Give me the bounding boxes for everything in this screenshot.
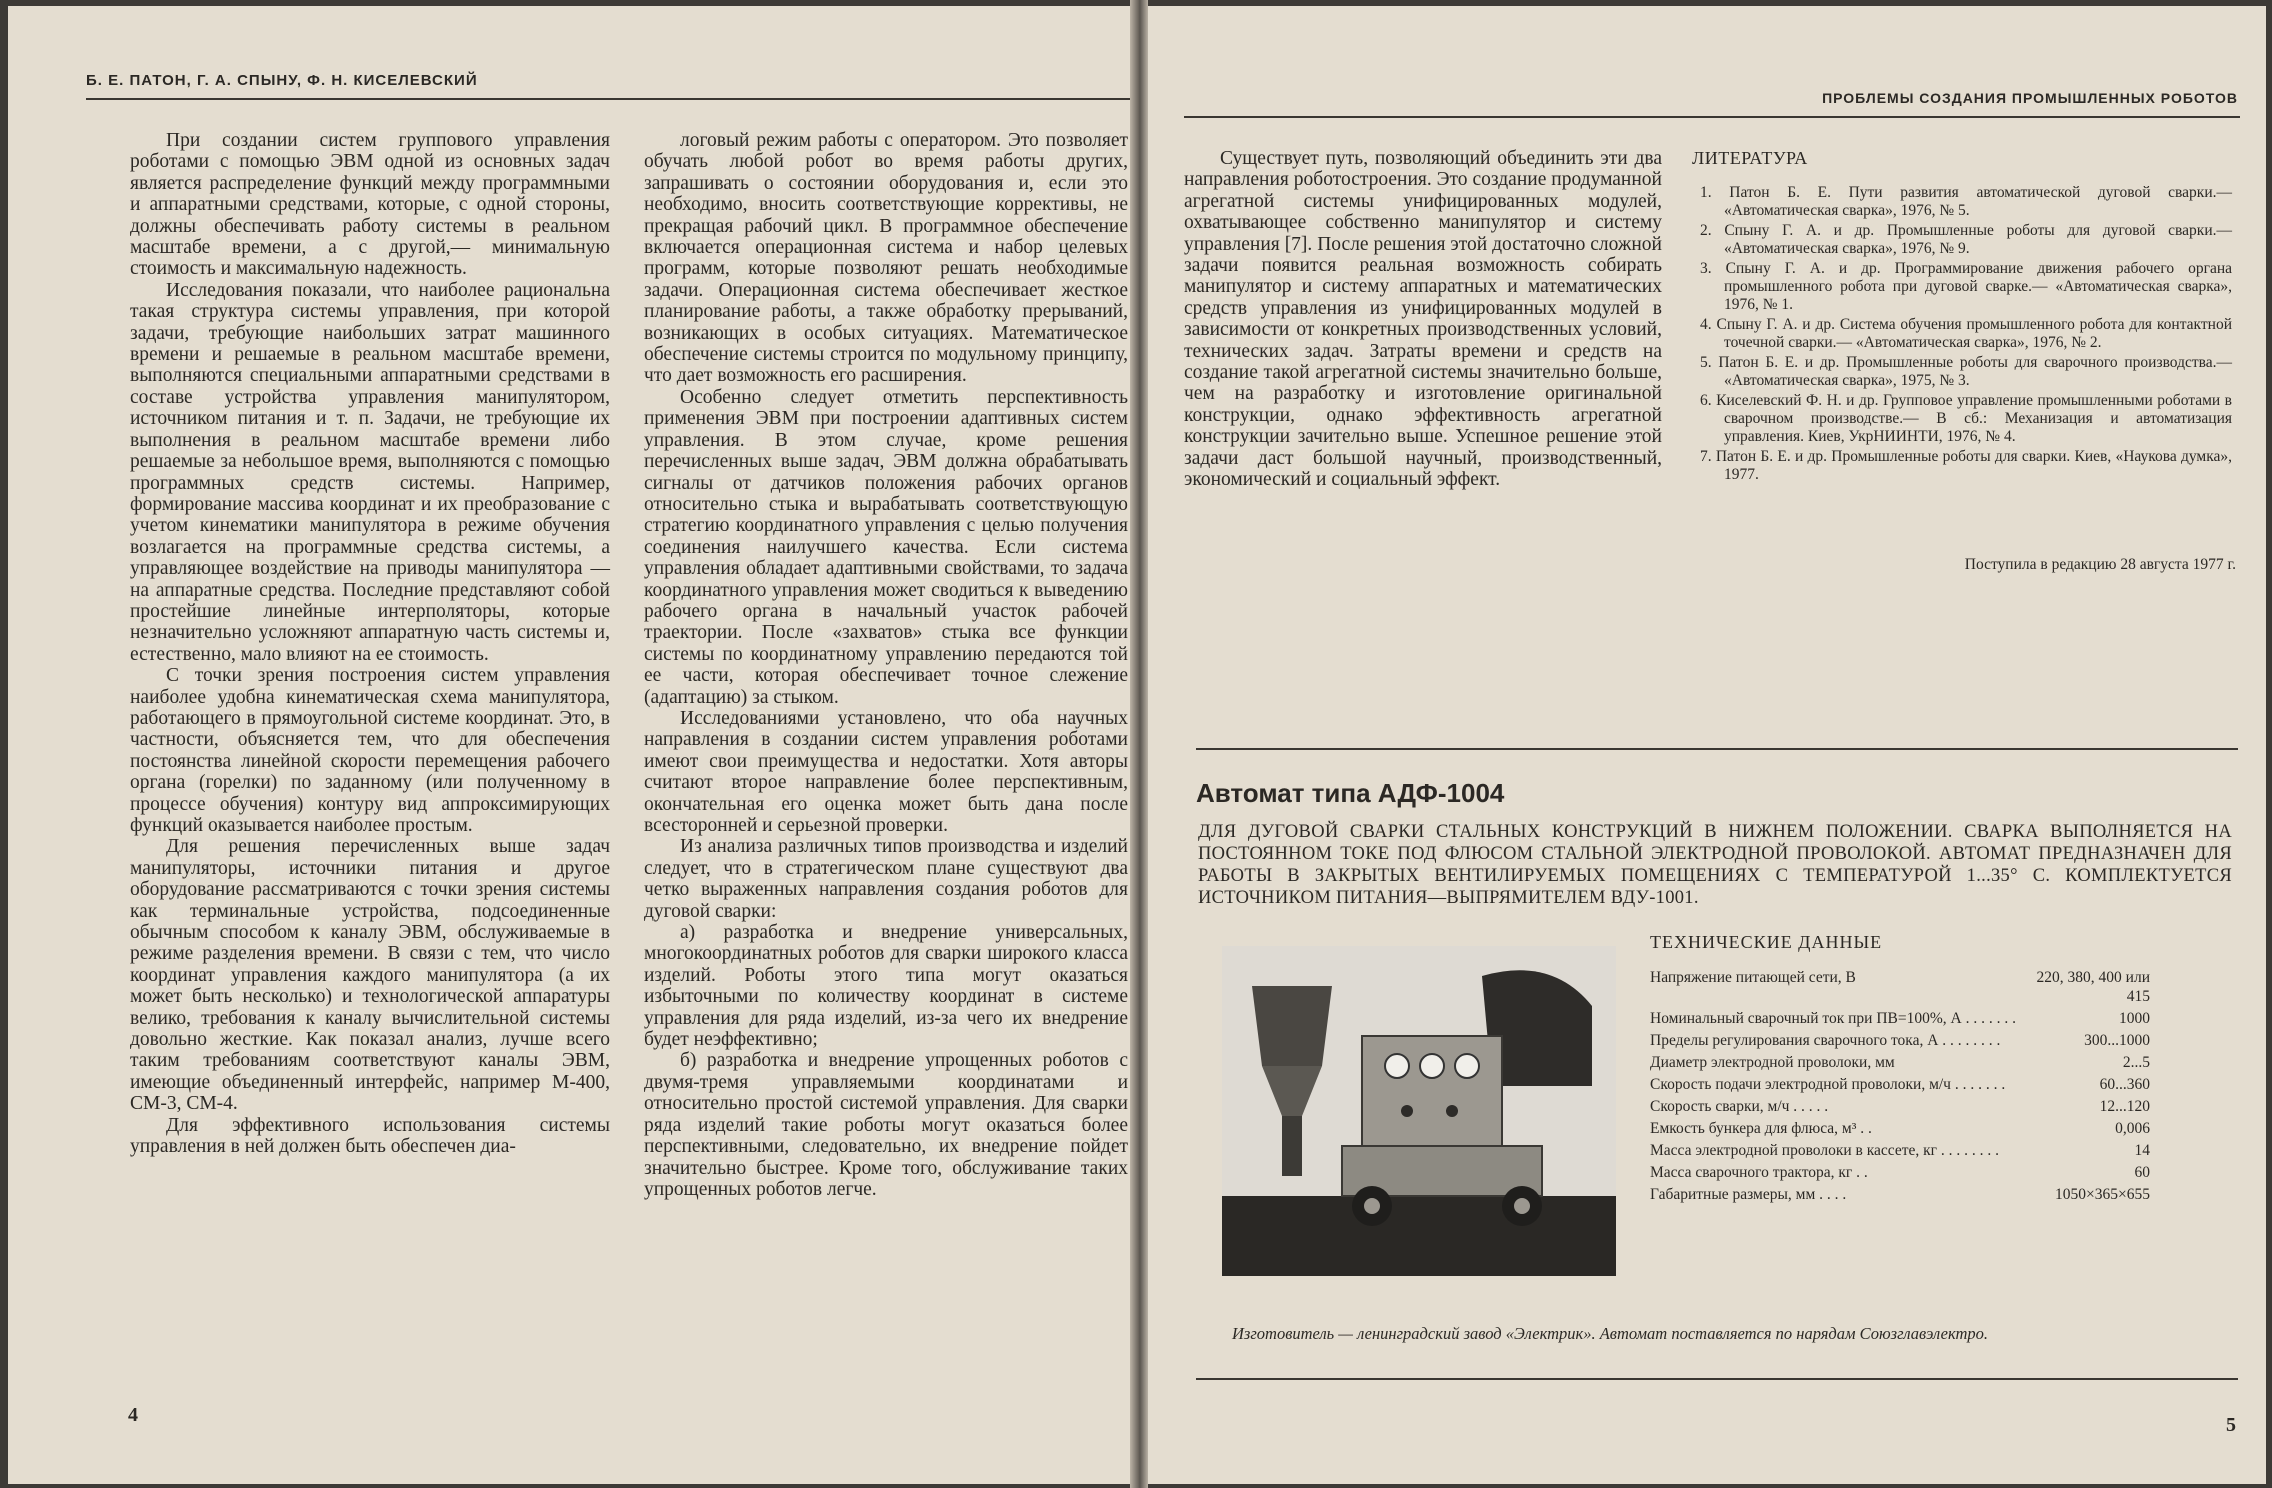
- references-title: ЛИТЕРАТУРА: [1692, 148, 1808, 168]
- product-bottom-rule: [1196, 1378, 2238, 1380]
- references-list: [1700, 184, 2232, 486]
- spec-value: 300...1000: [2084, 1032, 2150, 1049]
- reference-item: 4. Спыну Г. А. и др. Система обучения промышленного робота для контактной точечной сварки.— «Автоматическая сварка», 1976, № 2.: [1700, 316, 2232, 351]
- spec-label: Номинальный сварочный ток при ПВ=100%, А . . . . . . .: [1650, 1010, 2016, 1027]
- reference-item: 3. Спыну Г. А. и др. Программирование движения рабочего органа промышленного робота при дуговой сварке.— «Автоматическая сварка», 1976, № 1.: [1700, 260, 2232, 313]
- spec-value: 1000: [2119, 1010, 2150, 1027]
- spec-row: [1650, 968, 2150, 1006]
- received-date: Поступила в редакцию 28 августа 1977 г.: [1964, 556, 2236, 573]
- spec-label: Напряжение питающей сети, В: [1650, 969, 1856, 986]
- spec-row: [1650, 1141, 2150, 1160]
- spec-table: [1650, 968, 2150, 1207]
- right-page-number: 5: [2226, 1414, 2236, 1436]
- spec-value: 14: [2134, 1142, 2150, 1159]
- left-running-head: Б. Е. ПАТОН, Г. А. СПЫНУ, Ф. Н. КИСЕЛЕВСКИЙ: [86, 72, 478, 89]
- left-page: [8, 6, 1130, 1484]
- paragraph: При создании систем группового управления роботами с помощью ЭВМ одной из основных задач является распределение функций между программными и аппаратными средствами, которые, с одной стороны, должны обеспечивать работу системы в реальном масштабе времени, а с другой,— минимальную стоимость и максимальную надежность.: [130, 130, 610, 280]
- right-column-1: [1184, 148, 1662, 491]
- spec-row: [1650, 1097, 2150, 1116]
- paragraph: Из анализа различных типов производства и изделий следует, что в стратегическом плане существуют два четко выраженных направления создания роботов для дуговой сварки:: [644, 836, 1128, 922]
- paragraph: Для решения перечисленных выше задач манипуляторы, источники питания и другое оборудование рассматриваются с точки зрения системы как терминальные устройства, подсоединенные обычным способом к каналу ЭВМ, обслуживаемые в режиме разделения времени. В связи с тем, что число координат управления каждого манипулятора (а их может быть несколько) и технологической аппаратуры велико, требования к каналу вычислительной системы довольно жесткие. Как показал анализ, лучше всего таким требованиям соответствуют каналы ЭВМ, имеющие объединенный интерфейс, например М-400, СМ-3, СМ-4.: [130, 836, 610, 1115]
- spec-label: Скорость подачи электродной проволоки, м/ч . . . . . . .: [1650, 1076, 2006, 1093]
- reference-item: 1. Патон Б. Е. Пути развития автоматической дуговой сварки.— «Автоматическая сварка», 1976, № 5.: [1700, 184, 2232, 219]
- spec-row: [1650, 1185, 2150, 1204]
- product-description: ДЛЯ ДУГОВОЙ СВАРКИ СТАЛЬНЫХ КОНСТРУКЦИЙ В НИЖНЕМ ПОЛОЖЕНИИ. СВАРКА ВЫПОЛНЯЕТСЯ НА ПОСТОЯННОМ ТОКЕ ПОД ФЛЮСОМ СТАЛЬНОЙ ЭЛЕКТРОДНОЙ ПРОВОЛОКОЙ. АВТОМАТ ПРЕДНАЗНАЧЕН ДЛЯ РАБОТЫ В ЗАКРЫТЫХ ВЕНТИЛИРУЕМЫХ ПОМЕЩЕНИЯХ С ТЕМПЕРАТУРОЙ 1...35° С. КОМПЛЕКТУЕТСЯ ИСТОЧНИКОМ ПИТАНИЯ—ВЫПРЯМИТЕЛЕМ ВДУ-1001.: [1198, 822, 2232, 908]
- paragraph: Особенно следует отметить перспективность применения ЭВМ при построении адаптивных систем управления. В этом случае, кроме решения перечисленных выше задач, ЭВМ должна обрабатывать сигналы от датчиков положения рабочих органов относительно стыка и вырабатывать соответствующую стратегию координатного управления с целью получения соединения наилучшего качества. Если система управления обладает адаптивными свойствами, то задача координатного управления может сводиться к выведению рабочего органа в начальный участок рабочей траектории. После «захватов» стыка все функции системы по координатному управлению передаются той ее части, которая обеспечивает точное слежение (адаптацию) за стыком.: [644, 386, 1128, 708]
- paragraph: а) разработка и внедрение универсальных, многокоординатных роботов для сварки широкого класса изделий. Роботы этого типа могут оказаться избыточными по количеству координат в системе управления для ряда изделий, из-за чего их внедрение будет неэффективно;: [644, 922, 1128, 1051]
- spec-value: 60: [2134, 1164, 2150, 1181]
- spec-label: Масса электродной проволоки в кассете, кг . . . . . . . .: [1650, 1142, 2000, 1159]
- paragraph: Исследованиями установлено, что оба научных направления в создании систем управления роботами имеют свои преимущества и недостатки. Хотя авторы считают второе направление более перспективным, окончательная его оценка может быть дана после всесторонней и серьезной проверки.: [644, 707, 1128, 836]
- spec-title: ТЕХНИЧЕСКИЕ ДАННЫЕ: [1650, 932, 1883, 952]
- spec-row: [1650, 1009, 2150, 1028]
- product-top-rule: [1196, 748, 2238, 750]
- left-column-2: [644, 130, 1128, 1200]
- spec-value: 220, 380, 400 или 415: [2036, 969, 2150, 1005]
- welding-automat-photo: [1222, 946, 1616, 1276]
- left-page-number: 4: [128, 1404, 138, 1426]
- spec-label: Диаметр электродной проволоки, мм: [1650, 1054, 1895, 1071]
- reference-item: 6. Киселевский Ф. Н. и др. Групповое управление промышленными роботами в сварочном производстве.— В сб.: Механизация и автоматизация управления. Киев, УкрНИИНТИ, 1976, № 4.: [1700, 392, 2232, 445]
- right-head-rule: [1184, 116, 2240, 118]
- spec-value: 60...360: [2099, 1076, 2150, 1093]
- spec-row: [1650, 1075, 2150, 1094]
- spec-label: Скорость сварки, м/ч . . . . .: [1650, 1098, 1829, 1115]
- spec-label: Габаритные размеры, мм . . . .: [1650, 1186, 1847, 1203]
- spec-label: Пределы регулирования сварочного тока, А . . . . . . . .: [1650, 1032, 2001, 1049]
- reference-item: 7. Патон Б. Е. и др. Промышленные роботы для сварки. Киев, «Наукова думка», 1977.: [1700, 448, 2232, 483]
- spec-label: Емкость бункера для флюса, м³ . .: [1650, 1120, 1872, 1137]
- paragraph: Исследования показали, что наиболее рациональна такая структура системы управления, при которой задачи, требующие наибольших затрат машинного времени и решаемые в реальном масштабе времени, выполняются специальными аппаратными средствами в составе устройства управления манипулятором, источником питания и т. п. Задачи, не требующие их выполнения в реальном масштабе времени либо решаемые за небольшое время, выполняются с помощью программных средств системы. Например, формирование массива координат и их преобразование с учетом кинематики манипулятора в режиме обучения возлагается на программные средства системы, а управляющее воздействие на приводы манипулятора — на аппаратные средства. Последние представляют собой простейшие линейные интерполяторы, которые незначительно усложняют аппаратную часть системы и, естественно, мало влияют на ее стоимость.: [130, 279, 610, 665]
- spec-value: 2...5: [2122, 1054, 2150, 1071]
- paragraph: б) разработка и внедрение упрощенных роботов с двумя-тремя управляемыми координатами и относительно простой системой управления. Для сварки ряда изделий такие роботы могут оказаться более перспективными, следовательно, их внедрение пойдет значительно быстрее. Кроме того, обслуживание таких упрощенных роботов легче.: [644, 1050, 1128, 1200]
- reference-item: 5. Патон Б. Е. и др. Промышленные роботы для сварочного производства.— «Автоматическая сварка», 1975, № 3.: [1700, 354, 2232, 389]
- spec-value: 0,006: [2115, 1120, 2150, 1137]
- right-running-head: ПРОБЛЕМЫ СОЗДАНИЯ ПРОМЫШЛЕННЫХ РОБОТОВ: [1822, 90, 2238, 106]
- left-head-rule: [86, 98, 1130, 100]
- left-column-1: [130, 130, 610, 1158]
- book-gutter: [1130, 0, 1148, 1488]
- spec-row: [1650, 1053, 2150, 1072]
- spec-row: [1650, 1163, 2150, 1182]
- spec-label: Масса сварочного трактора, кг . .: [1650, 1164, 1868, 1181]
- product-title: Автомат типа АДФ-1004: [1196, 778, 1505, 808]
- spec-value: 12...120: [2099, 1098, 2150, 1115]
- spec-value: 1050×365×655: [2055, 1186, 2150, 1203]
- spec-row: [1650, 1031, 2150, 1050]
- spec-row: [1650, 1119, 2150, 1138]
- manufacturer-caption: Изготовитель — ленинградский завод «Электрик». Автомат поставляется по нарядам Союзглавэлектро.: [1232, 1324, 1988, 1343]
- paragraph: логовый режим работы с оператором. Это позволяет обучать любой робот во время работы других, запрашивать о состоянии оборудования и, если это необходимо, вносить соответствующие коррективы, не прекращая рабочий цикл. В программное обеспечение включается операционная система и набор целевых программ, которые позволяют решать необходимые задачи. Операционная система обеспечивает жесткое планирование работы, а также обработку прерываний, возникающих в особых ситуациях. Математическое обеспечение системы строится по модульному принципу, что дает возможность его расширения.: [644, 130, 1128, 387]
- paragraph: Существует путь, позволяющий объединить эти два направления роботостроения. Это создание продуманной агрегатной системы унифицированных модулей, охватывающее собственно манипулятор и систему управления [7]. После решения этой достаточно сложной задачи появится реальная возможность собирать манипулятор и систему аппаратных и математических средств управления из унифицированных модулей в зависимости от конкретных производственных условий, технических задач. Затраты времени и средств на создание такой агрегатной системы значительно больше, чем на разработку и изготовление оригинальной конструкции, однако эффективность агрегатной конструкции зачительно выше. Успешное решение этой задачи даст большой научный, производственный, экономический и социальный эффект.: [1184, 148, 1662, 491]
- reference-item: 2. Спыну Г. А. и др. Промышленные роботы для дуговой сварки.— «Автоматическая сварка», 1976, № 9.: [1700, 222, 2232, 257]
- paragraph: Для эффективного использования системы управления в ней должен быть обеспечен диа-: [130, 1114, 610, 1158]
- paragraph: С точки зрения построения систем управления наиболее удобна кинематическая схема манипулятора, работающего в прямоугольной системе координат. Это, в частности, объясняется тем, что для обеспечения постоянства линейной скорости перемещения рабочего органа (горелки) по заданному (или полученному в процессе обучения) контуру вид аппроксимирующих функций оказывается наиболее простым.: [130, 665, 610, 836]
